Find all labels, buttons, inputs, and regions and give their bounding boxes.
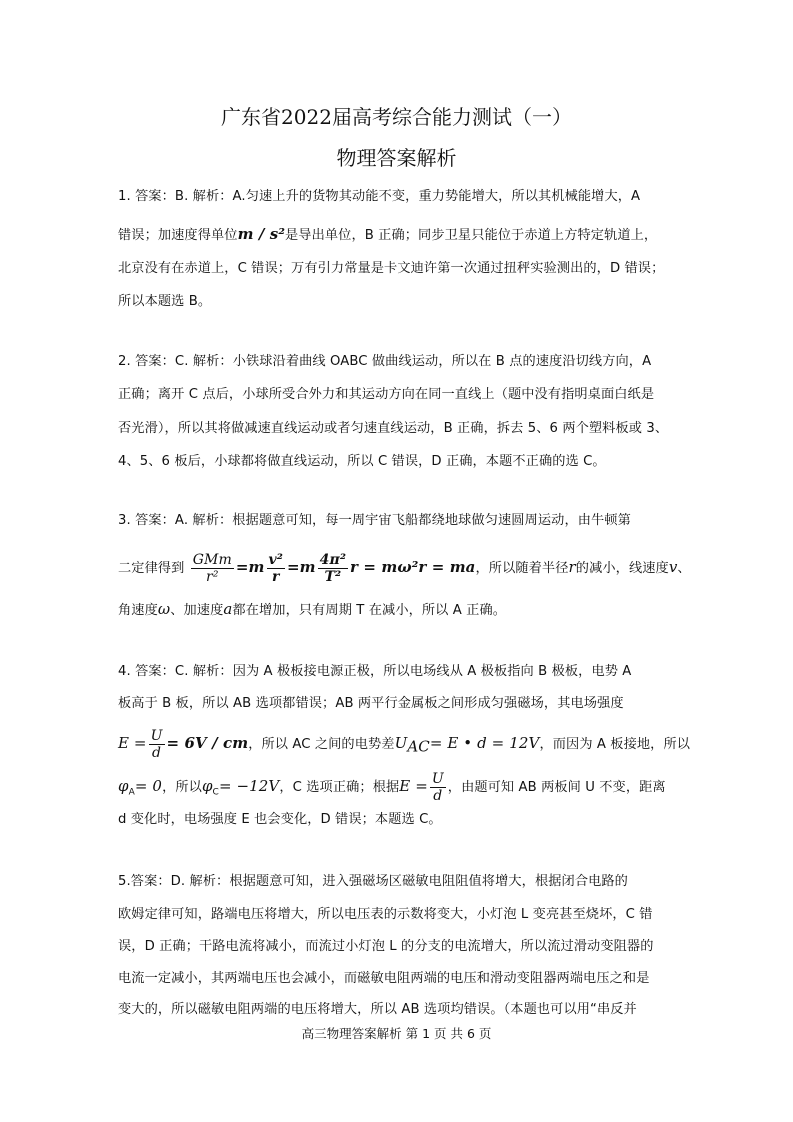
uac-symbol: U: [394, 734, 408, 752]
equation-tail: r = mω²r = ma: [350, 558, 476, 576]
q4-line-2: 板高于 B 板，所以 AB 选项都错误；AB 两平行金属板之间形成匀强磁场，其电场强度: [118, 696, 624, 711]
q3-line-1: 3. 答案：A. 解析：根据题意可知，每一周宇宙飞船都绕地球做匀速圆周运动，由牛顿第: [118, 513, 631, 528]
q5-line-1: 5.答案：D. 解析：根据题意可知，进入强磁场区磁敏电阻阻值将增大，根据闭合电路的: [118, 874, 628, 889]
formula-e: E =: [399, 777, 428, 795]
phi-a-subscript: A: [128, 787, 135, 798]
formula-uac: = E • d = 12V: [429, 734, 540, 752]
q3-line-3: [118, 599, 686, 621]
phi-a-symbol: φ: [118, 777, 129, 795]
q1-line-4: 所以本题选 B。: [118, 294, 212, 309]
q3-text: 的减小，线速度: [575, 561, 669, 576]
fraction-u-d: $\frac{U}{d}$: [150, 727, 163, 761]
page-title: 广东省2022届高考综合能力测试（一）: [221, 105, 572, 129]
omega-symbol: ω: [157, 600, 171, 618]
q5-line-5: 变大的，所以磁敏电阻两端的电压将增大，所以 AB 选项均错误。（本题也可以用“串反并: [118, 1002, 637, 1017]
q3-text: 二定律得到: [118, 561, 185, 576]
q4-text: ，而因为 A 板接地，所以: [539, 737, 691, 752]
mass-symbol: m: [299, 558, 316, 576]
fraction-4pi2-t2: $\frac{\text{4π²}}{\text{T²}}$: [319, 551, 347, 585]
formula-value: = 6V / cm: [166, 734, 249, 752]
fraction-gmm-r2: $\frac{\text{GMm}}{\text{r²}}$: [192, 551, 232, 585]
q4-line-5: d 变化时，电场强度 E 也会变化，D 错误；本题选 C。: [118, 812, 442, 827]
q1-line-3: 北京没有在赤道上，C 错误；万有引力常量是卡文迪许第一次通过扭秤实验测出的，D 错误；: [118, 261, 665, 276]
q2-line-2: 正确；离开 C 点后，小球所受合外力和其运动方向在同一直线上（题中没有指明桌面白纸是: [118, 387, 655, 402]
q4-line-4: [118, 766, 686, 806]
q2-line-4: 4、5、6 板后，小球都将做直线运动，所以 C 错误，D 正确，本题不正确的选 C。: [118, 454, 606, 469]
q5-line-2: 欧姆定律可知，路端电压将增大，所以电压表的示数将变大，小灯泡 L 变亮甚至烧坏，C 错: [118, 907, 653, 922]
q1-line-2: [118, 224, 686, 246]
q1-text: 错误；加速度得单位: [118, 228, 238, 243]
q3-text: 都在增加，只有周期 T 在减小，所以 A 正确。: [232, 603, 507, 618]
velocity-symbol: v: [668, 558, 678, 576]
q3-text: ，所以随着半径: [475, 561, 569, 576]
mass-symbol: m: [248, 558, 265, 576]
q3-line-2: [118, 545, 691, 589]
phi-c-symbol: φ: [201, 777, 213, 795]
phi-c-value: = −12V: [218, 777, 280, 795]
q2-line-1: 2. 答案：C. 解析：小铁球沿着曲线 OABC 做曲线运动，所以在 B 点的速度沿切线方向，A: [118, 354, 652, 369]
q4-text: ，由题可知 AB 两板间 U 不变，距离: [447, 780, 666, 795]
unit-formula: m / s²: [237, 225, 286, 243]
q4-text: ，C 选项正确；根据: [279, 780, 400, 795]
q1-line-1: 1. 答案：B. 解析：A.匀速上升的货物其动能不变，重力势能增大，所以其机械能增大，A: [118, 189, 641, 204]
accel-symbol: a: [223, 600, 233, 618]
q3-text: 、: [677, 561, 691, 576]
phi-c-subscript: C: [212, 787, 219, 798]
phi-a-value: = 0: [134, 777, 163, 795]
q4-line-3: [118, 722, 691, 764]
q1-text: 是导出单位，B 正确；同步卫星只能位于赤道上方特定轨道上，: [285, 228, 658, 243]
q3-text: 、加速度: [170, 603, 224, 618]
q3-text: 角速度: [118, 603, 158, 618]
q5-line-4: 电流一定减小，其两端电压也会减小，而磁敏电阻两端的电压和滑动变阻器两端电压之和是: [118, 971, 650, 986]
equals: =: [286, 558, 300, 576]
equals: =: [235, 558, 249, 576]
q4-text: ，所以: [162, 780, 202, 795]
q4-text: ，所以 AC 之间的电势差: [248, 737, 395, 752]
q5-line-3: 误，D 正确；干路电流将减小，而流过小灯泡 L 的分支的电流增大，所以流过滑动变阻器的: [118, 939, 654, 954]
radius-symbol: r: [568, 558, 576, 576]
q2-line-3: 否光滑），所以其将做减速直线运动或者匀速直线运动，B 正确，拆去 5、6 两个塑料板或 3、: [118, 421, 669, 436]
page-footer: 高三物理答案解析 第 1 页 共 6 页: [301, 1026, 492, 1041]
uac-subscript: AC: [407, 737, 430, 756]
fraction-u-d: $\frac{U}{d}$: [431, 770, 444, 804]
page-subtitle: 物理答案解析: [336, 146, 457, 170]
q4-line-1: 4. 答案：C. 解析：因为 A 极板接电源正极，所以电场线从 A 极板指向 B 极板，电势 A: [118, 664, 632, 679]
fraction-v2-r: $\frac{\text{v²}}{r}$: [268, 551, 283, 585]
formula-e: E =: [118, 734, 147, 752]
